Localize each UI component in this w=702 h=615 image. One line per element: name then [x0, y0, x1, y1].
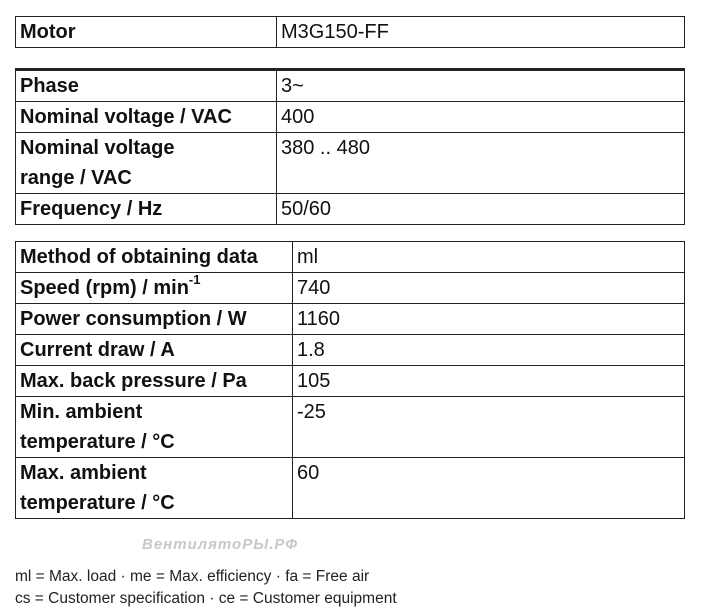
- footnote-line-2: cs = Customer specification · ce = Customer equipment: [15, 590, 397, 607]
- current-value: 1.8: [293, 335, 685, 366]
- speed-label-exponent: -1: [188, 272, 201, 288]
- max-temp-value: 60: [293, 458, 685, 519]
- frequency-value: 50/60: [277, 194, 685, 225]
- back-pressure-label: Max. back pressure / Pa: [16, 366, 293, 397]
- current-label: Current draw / A: [16, 335, 293, 366]
- table-row: [16, 194, 685, 225]
- electrical-table: [15, 68, 685, 225]
- frequency-label: Frequency / Hz: [16, 194, 277, 225]
- table-row: [16, 70, 685, 102]
- back-pressure-value: 105: [293, 366, 685, 397]
- phase-label: Phase: [16, 70, 277, 102]
- table-row: [16, 458, 685, 519]
- method-label: Method of obtaining data: [16, 242, 293, 273]
- table-row: [16, 17, 685, 48]
- table-row: [16, 273, 685, 304]
- speed-label: [16, 273, 293, 304]
- voltage-range-value: 380 .. 480: [277, 133, 685, 194]
- min-temp-value: -25: [293, 397, 685, 458]
- voltage-range-label: Nominal voltage range / VAC: [16, 133, 277, 194]
- table-row: [16, 102, 685, 133]
- method-value: ml: [293, 242, 685, 273]
- power-value: 1160: [293, 304, 685, 335]
- table-row: [16, 242, 685, 273]
- max-temp-label: Max. ambient temperature / °C: [16, 458, 293, 519]
- performance-table: [15, 241, 685, 519]
- table-row: [16, 304, 685, 335]
- min-temp-label: Min. ambient temperature / °C: [16, 397, 293, 458]
- speed-value: 740: [293, 273, 685, 304]
- table-row: [16, 366, 685, 397]
- nominal-voltage-value: 400: [277, 102, 685, 133]
- nominal-voltage-label: Nominal voltage / VAC: [16, 102, 277, 133]
- footnote-line-1: ml = Max. load · me = Max. efficiency · fa = Free air: [15, 568, 370, 585]
- motor-table: [15, 16, 685, 48]
- table-row: [16, 133, 685, 194]
- table-row: [16, 397, 685, 458]
- motor-value: M3G150-FF: [277, 17, 685, 48]
- table-row: [16, 335, 685, 366]
- motor-label: Motor: [16, 17, 277, 48]
- power-label: Power consumption / W: [16, 304, 293, 335]
- speed-label-text: Speed (rpm) / min: [20, 277, 189, 299]
- phase-value: 3~: [277, 70, 685, 102]
- watermark: ВентилятоРЫ.РФ: [142, 536, 299, 553]
- footnotes: [15, 566, 397, 610]
